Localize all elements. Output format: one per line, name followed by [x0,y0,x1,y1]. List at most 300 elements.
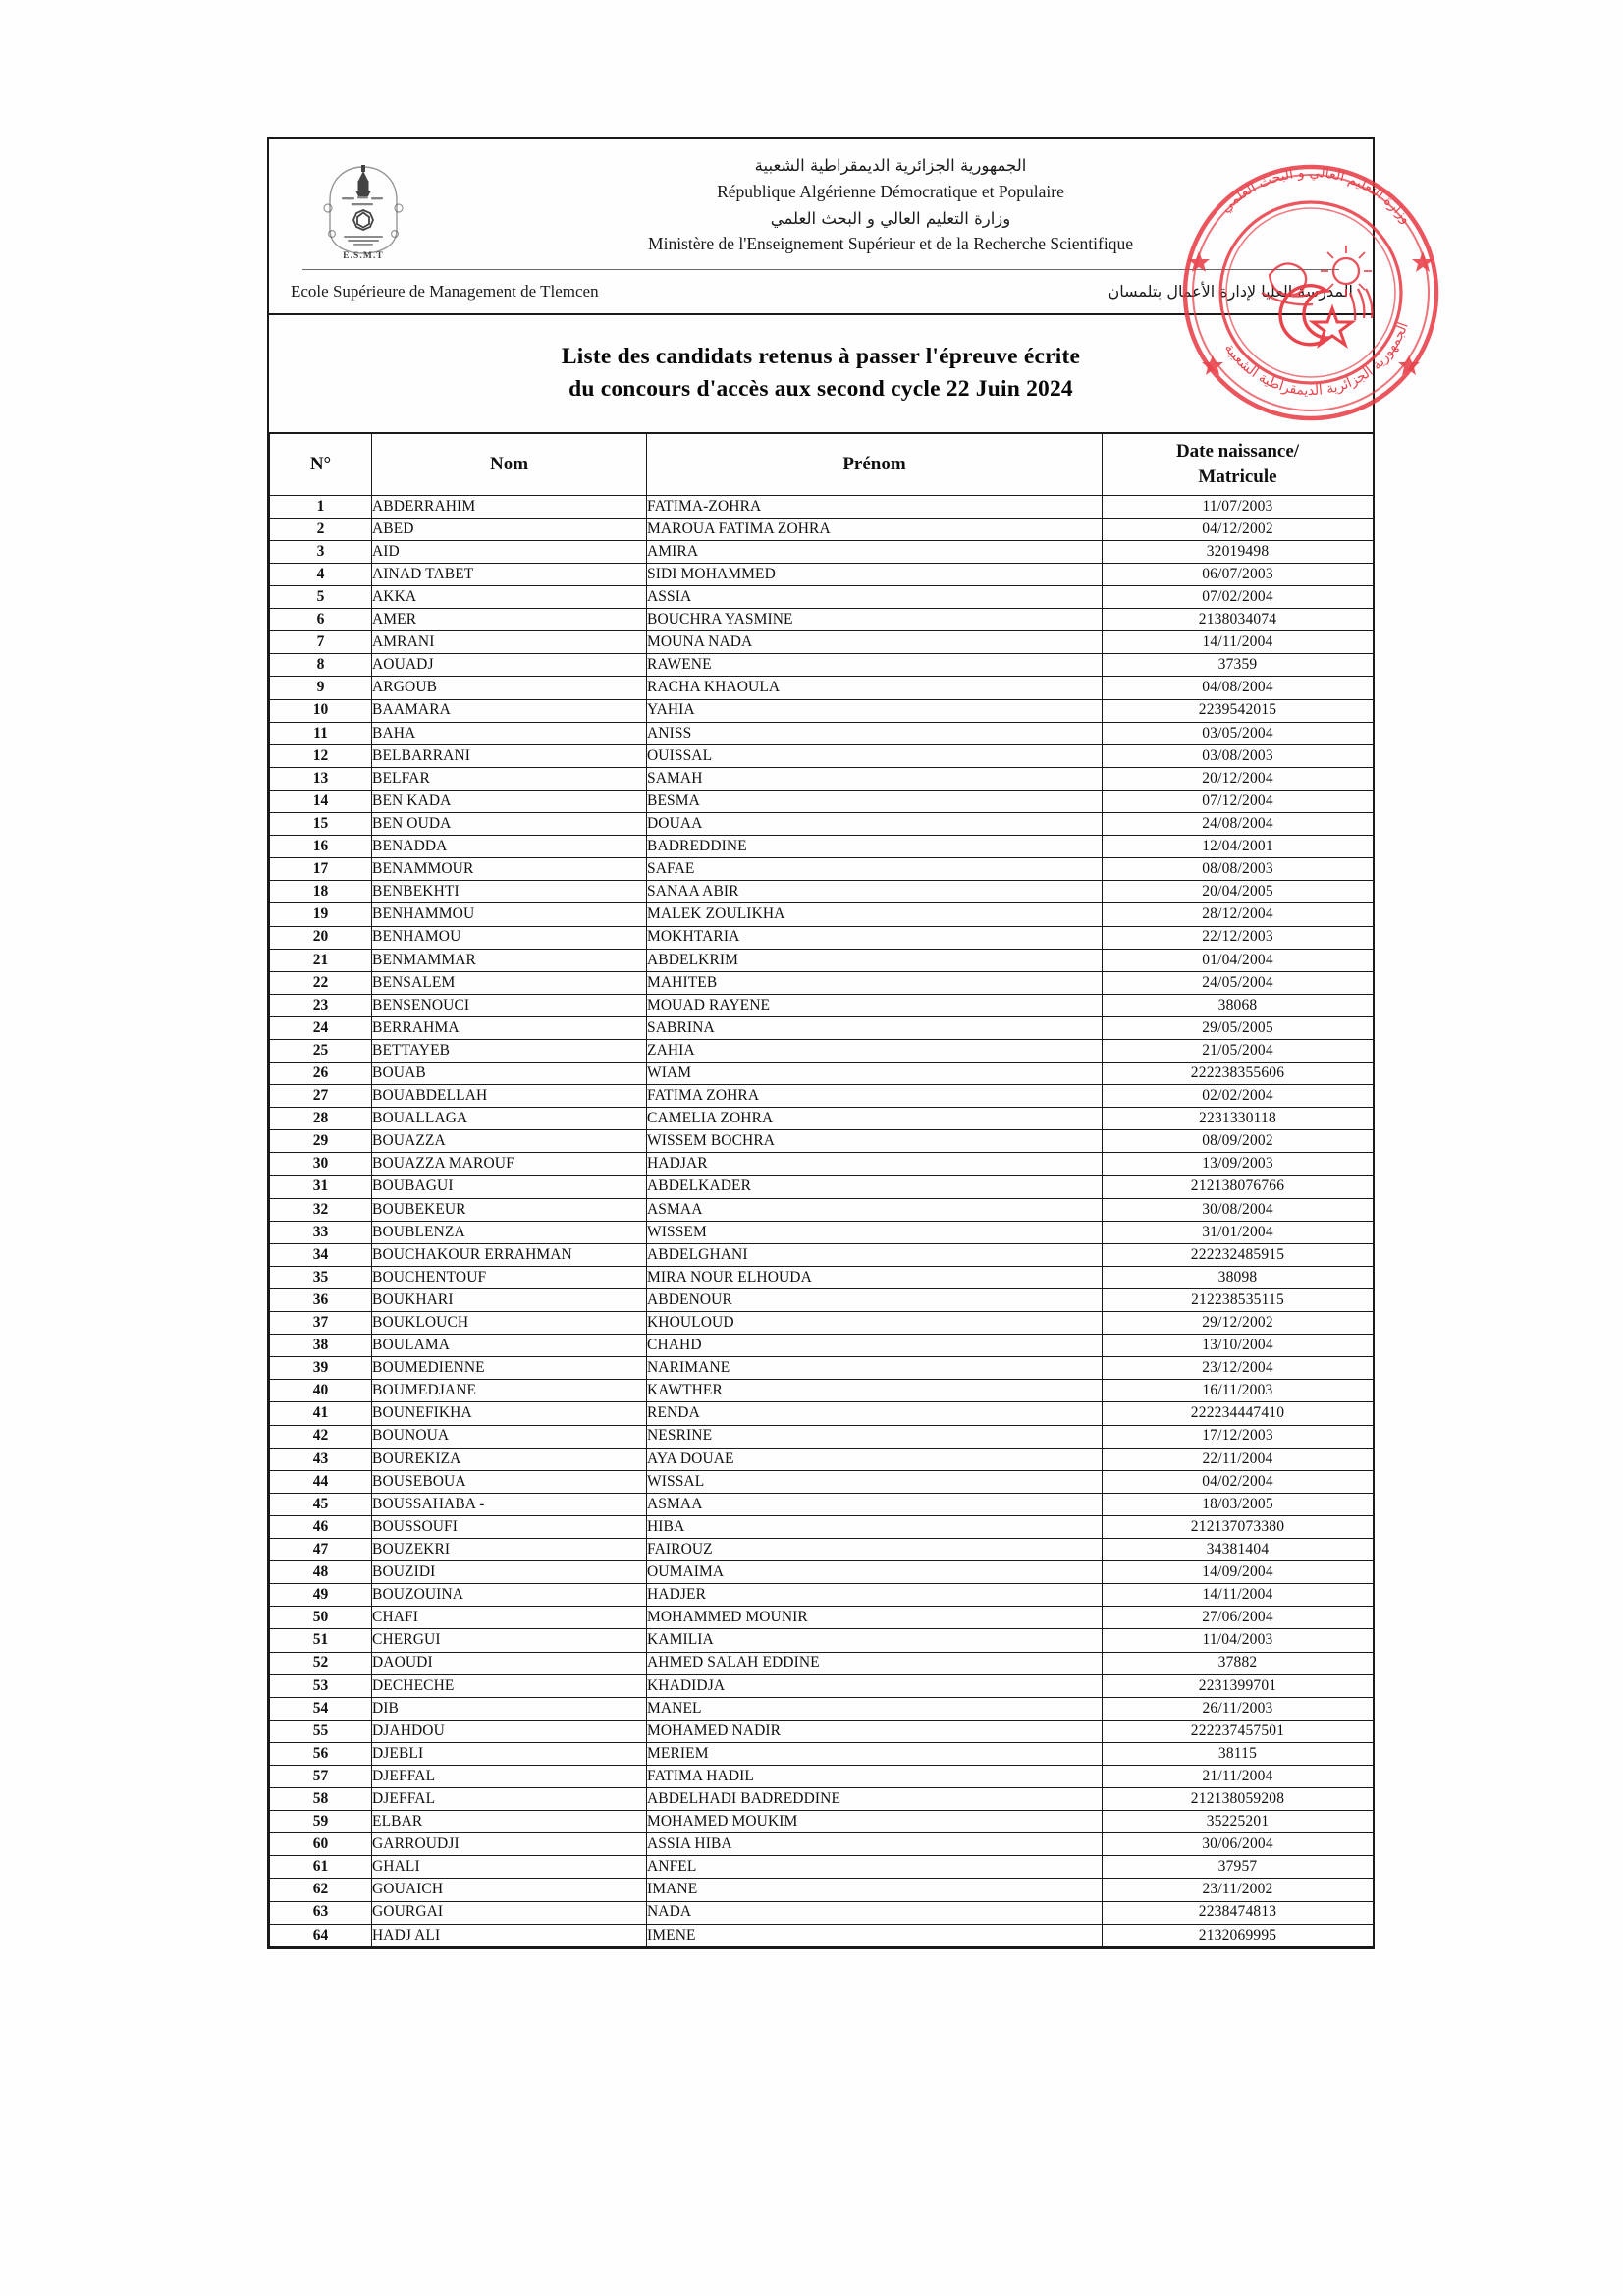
column-header-prenom: Prénom [647,433,1103,496]
cell-nom: GARROUDJI [372,1833,647,1856]
cell-no: 37 [270,1312,372,1335]
cell-nom: BENAMMOUR [372,858,647,881]
table-row [270,1130,1374,1153]
cell-nom: BOUSSAHABA - [372,1493,647,1515]
table-row [270,1607,1374,1629]
cell-date: 18/03/2005 [1103,1493,1374,1515]
cell-no: 46 [270,1515,372,1538]
school-name-arabic: المدرسة العليا لإدارة الأعمال بتلمسان [1108,282,1353,301]
cell-prenom: MOUNA NADA [647,631,1103,654]
cell-no: 5 [270,586,372,609]
cell-prenom: WISSEM BOCHRA [647,1130,1103,1153]
cell-nom: BENADDA [372,836,647,858]
cell-nom: BOUSEBOUA [372,1470,647,1493]
cell-prenom: KAMILIA [647,1629,1103,1652]
cell-nom: BEN KADA [372,790,647,812]
cell-prenom: FATIMA HADIL [647,1765,1103,1787]
table-row [270,518,1374,540]
cell-date: 37359 [1103,654,1374,677]
cell-nom: BOUKHARI [372,1289,647,1312]
table-row [270,1312,1374,1335]
cell-nom: AMRANI [372,631,647,654]
cell-no: 7 [270,631,372,654]
cell-prenom: HIBA [647,1515,1103,1538]
cell-no: 43 [270,1448,372,1470]
cell-date: 03/05/2004 [1103,722,1374,744]
cell-nom: BOUNOUA [372,1425,647,1448]
cell-nom: DJEBLI [372,1742,647,1765]
cell-nom: BOUBAGUI [372,1175,647,1198]
cell-date: 37957 [1103,1856,1374,1879]
table-row [270,1924,1374,1946]
table-row [270,1765,1374,1787]
table-row [270,836,1374,858]
cell-nom: BOUABDELLAH [372,1085,647,1108]
cell-prenom: SIDI MOHAMMED [647,564,1103,586]
cell-prenom: ASMAA [647,1493,1103,1515]
cell-date: 212238535115 [1103,1289,1374,1312]
cell-no: 31 [270,1175,372,1198]
cell-no: 29 [270,1130,372,1153]
cell-nom: AINAD TABET [372,564,647,586]
cell-nom: BOUAZZA [372,1130,647,1153]
cell-prenom: KHADIDJA [647,1674,1103,1697]
cell-date: 24/05/2004 [1103,971,1374,994]
cell-prenom: WISSAL [647,1470,1103,1493]
table-row [270,1243,1374,1266]
cell-nom: BELBARRANI [372,744,647,767]
cell-no: 52 [270,1652,372,1674]
cell-nom: BETTAYEB [372,1039,647,1062]
cell-nom: DECHECHE [372,1674,647,1697]
institutional-header [269,139,1373,274]
arabic-republic-line: الجمهورية الجزائرية الديمقراطية الشعبية [754,156,1027,175]
cell-date: 11/07/2003 [1103,495,1374,518]
cell-no: 53 [270,1674,372,1697]
cell-date: 24/08/2004 [1103,813,1374,836]
cell-date: 2231330118 [1103,1108,1374,1130]
cell-nom: BOUMEDIENNE [372,1357,647,1380]
cell-nom: BOUZIDI [372,1561,647,1584]
cell-no: 61 [270,1856,372,1879]
cell-no: 34 [270,1243,372,1266]
cell-no: 18 [270,881,372,903]
cell-prenom: CAMELIA ZOHRA [647,1108,1103,1130]
cell-no: 2 [270,518,372,540]
table-row [270,926,1374,949]
cell-nom: BEN OUDA [372,813,647,836]
title-line-2: du concours d'accès aux second cycle 22 Juin 2024 [568,376,1073,403]
cell-no: 4 [270,564,372,586]
cell-nom: BOUZOUINA [372,1584,647,1607]
cell-date: 04/12/2002 [1103,518,1374,540]
table-row [270,790,1374,812]
cell-nom: BOULAMA [372,1335,647,1357]
table-row [270,1652,1374,1674]
esmt-logo [285,153,442,263]
cell-date: 22/12/2003 [1103,926,1374,949]
cell-date: 27/06/2004 [1103,1607,1374,1629]
cell-date: 07/12/2004 [1103,790,1374,812]
cell-prenom: OUISSAL [647,744,1103,767]
cell-date: 04/08/2004 [1103,677,1374,699]
cell-prenom: HADJER [647,1584,1103,1607]
cell-prenom: YAHIA [647,699,1103,722]
cell-prenom: ABDENOUR [647,1289,1103,1312]
cell-date: 212137073380 [1103,1515,1374,1538]
cell-no: 35 [270,1266,372,1288]
cell-prenom: KHOULOUD [647,1312,1103,1335]
cell-no: 22 [270,971,372,994]
cell-nom: BENMAMMAR [372,949,647,971]
french-republic-line: République Algérienne Démocratique et Populaire [717,181,1064,201]
table-row [270,1629,1374,1652]
cell-nom: HADJ ALI [372,1924,647,1946]
cell-no: 36 [270,1289,372,1312]
cell-nom: BOUAZZA MAROUF [372,1153,647,1175]
cell-date: 14/11/2004 [1103,1584,1374,1607]
cell-date: 21/05/2004 [1103,1039,1374,1062]
cell-date: 2238474813 [1103,1901,1374,1924]
cell-date: 222234447410 [1103,1402,1374,1425]
table-row [270,1289,1374,1312]
table-row [270,1016,1374,1039]
cell-nom: DAOUDI [372,1652,647,1674]
cell-no: 38 [270,1335,372,1357]
cell-prenom: NADA [647,1901,1103,1924]
cell-no: 32 [270,1198,372,1221]
cell-date: 2132069995 [1103,1924,1374,1946]
table-row [270,1221,1374,1243]
table-row [270,1788,1374,1811]
cell-prenom: KAWTHER [647,1380,1103,1402]
cell-nom: ABED [372,518,647,540]
cell-no: 12 [270,744,372,767]
table-row [270,903,1374,926]
table-row [270,1515,1374,1538]
cell-date: 29/12/2002 [1103,1312,1374,1335]
cell-no: 28 [270,1108,372,1130]
cell-no: 33 [270,1221,372,1243]
cell-prenom: HADJAR [647,1153,1103,1175]
table-row [270,1198,1374,1221]
cell-no: 3 [270,540,372,563]
cell-no: 39 [270,1357,372,1380]
cell-date: 30/08/2004 [1103,1198,1374,1221]
cell-prenom: MAROUA FATIMA ZOHRA [647,518,1103,540]
cell-date: 38098 [1103,1266,1374,1288]
cell-date: 34381404 [1103,1539,1374,1561]
table-row [270,1175,1374,1198]
cell-nom: BOUCHENTOUF [372,1266,647,1288]
table-row [270,586,1374,609]
cell-prenom: SABRINA [647,1016,1103,1039]
cell-date: 2231399701 [1103,1674,1374,1697]
column-header-date-line1: Date naissance/ [1175,441,1300,463]
table-row [270,1811,1374,1833]
cell-no: 10 [270,699,372,722]
cell-no: 47 [270,1539,372,1561]
school-name-row [269,274,1373,313]
cell-date: 32019498 [1103,540,1374,563]
cell-nom: GOUAICH [372,1879,647,1901]
table-row [270,949,1374,971]
cell-nom: ABDERRAHIM [372,495,647,518]
cell-no: 51 [270,1629,372,1652]
cell-date: 35225201 [1103,1811,1374,1833]
cell-no: 25 [270,1039,372,1062]
school-name-french: Ecole Supérieure de Management de Tlemcen [291,282,599,301]
cell-prenom: BADREDDINE [647,836,1103,858]
cell-prenom: BOUCHRA YASMINE [647,609,1103,631]
cell-nom: BOUNEFIKHA [372,1402,647,1425]
column-header-no: N° [270,433,372,496]
cell-date: 13/09/2003 [1103,1153,1374,1175]
cell-date: 03/08/2003 [1103,744,1374,767]
table-row [270,1039,1374,1062]
column-header-date-line2: Matricule [1198,465,1277,487]
cell-date: 29/05/2005 [1103,1016,1374,1039]
cell-prenom: WIAM [647,1063,1103,1085]
table-row [270,1425,1374,1448]
cell-no: 63 [270,1901,372,1924]
cell-date: 16/11/2003 [1103,1380,1374,1402]
cell-prenom: RENDA [647,1402,1103,1425]
cell-nom: BOUSSOUFI [372,1515,647,1538]
cell-prenom: RAWENE [647,654,1103,677]
cell-no: 57 [270,1765,372,1787]
cell-no: 44 [270,1470,372,1493]
cell-date: 38068 [1103,994,1374,1016]
cell-date: 14/09/2004 [1103,1561,1374,1584]
cell-date: 2239542015 [1103,699,1374,722]
cell-no: 26 [270,1063,372,1085]
table-row [270,631,1374,654]
cell-prenom: ASSIA [647,586,1103,609]
table-row [270,1402,1374,1425]
cell-no: 41 [270,1402,372,1425]
cell-date: 23/12/2004 [1103,1357,1374,1380]
table-row [270,767,1374,790]
arabic-ministry-line: وزارة التعليم العالي و البحث العلمي [770,208,1011,228]
cell-prenom: MOHAMED NADIR [647,1720,1103,1742]
cell-nom: BERRAHMA [372,1016,647,1039]
cell-nom: DJEFFAL [372,1765,647,1787]
cell-nom: BOUMEDJANE [372,1380,647,1402]
cell-date: 04/02/2004 [1103,1470,1374,1493]
cell-nom: BENSALEM [372,971,647,994]
cell-no: 14 [270,790,372,812]
cell-prenom: IMENE [647,1924,1103,1946]
cell-nom: DJAHDOU [372,1720,647,1742]
header-divider [302,269,1339,270]
cell-prenom: SANAA ABIR [647,881,1103,903]
cell-date: 17/12/2003 [1103,1425,1374,1448]
cell-no: 50 [270,1607,372,1629]
cell-no: 6 [270,609,372,631]
cell-no: 54 [270,1697,372,1720]
table-body [270,495,1374,1946]
cell-prenom: ANFEL [647,1856,1103,1879]
table-row [270,1674,1374,1697]
cell-prenom: AYA DOUAE [647,1448,1103,1470]
cell-no: 60 [270,1833,372,1856]
cell-date: 23/11/2002 [1103,1879,1374,1901]
cell-no: 19 [270,903,372,926]
cell-prenom: OUMAIMA [647,1561,1103,1584]
cell-date: 212138059208 [1103,1788,1374,1811]
cell-no: 24 [270,1016,372,1039]
cell-prenom: ZAHIA [647,1039,1103,1062]
cell-date: 2138034074 [1103,609,1374,631]
table-row [270,1380,1374,1402]
cell-no: 30 [270,1153,372,1175]
cell-prenom: FAIROUZ [647,1539,1103,1561]
cell-no: 56 [270,1742,372,1765]
cell-date: 11/04/2003 [1103,1629,1374,1652]
table-row [270,744,1374,767]
cell-prenom: ASMAA [647,1198,1103,1221]
table-row [270,540,1374,563]
table-row [270,1697,1374,1720]
cell-no: 42 [270,1425,372,1448]
column-header-date-matricule [1103,433,1374,496]
cell-date: 01/04/2004 [1103,949,1374,971]
table-row [270,1742,1374,1765]
cell-date: 20/12/2004 [1103,767,1374,790]
cell-nom: ARGOUB [372,677,647,699]
cell-nom: DIB [372,1697,647,1720]
cell-nom: BENBEKHTI [372,881,647,903]
table-row [270,858,1374,881]
document-title [269,313,1373,432]
stamp-inner-text-path: الجمهورية الجزائرية الديمقراطية الشعبية [1220,320,1412,400]
table-row [270,1493,1374,1515]
table-row [270,654,1374,677]
cell-no: 59 [270,1811,372,1833]
table-row [270,1108,1374,1130]
cell-nom: ELBAR [372,1811,647,1833]
cell-nom: BELFAR [372,767,647,790]
cell-nom: BENHAMMOU [372,903,647,926]
cell-date: 06/07/2003 [1103,564,1374,586]
cell-date: 222238355606 [1103,1063,1374,1085]
cell-prenom: ABDELKRIM [647,949,1103,971]
table-row [270,994,1374,1016]
table-header [270,433,1374,496]
cell-prenom: MERIEM [647,1742,1103,1765]
cell-nom: BOUAB [372,1063,647,1085]
cell-date: 30/06/2004 [1103,1833,1374,1856]
table-row [270,1085,1374,1108]
cell-no: 55 [270,1720,372,1742]
cell-prenom: CHAHD [647,1335,1103,1357]
cell-no: 27 [270,1085,372,1108]
cell-no: 48 [270,1561,372,1584]
cell-prenom: BESMA [647,790,1103,812]
cell-prenom: MOUAD RAYENE [647,994,1103,1016]
cell-prenom: RACHA KHAOULA [647,677,1103,699]
cell-nom: DJEFFAL [372,1788,647,1811]
cell-date: 28/12/2004 [1103,903,1374,926]
table-row [270,677,1374,699]
cell-prenom: IMANE [647,1879,1103,1901]
cell-no: 23 [270,994,372,1016]
cell-nom: BOUZEKRI [372,1539,647,1561]
cell-prenom: AHMED SALAH EDDINE [647,1652,1103,1674]
cell-nom: AKKA [372,586,647,609]
cell-nom: GHALI [372,1856,647,1879]
cell-prenom: MANEL [647,1697,1103,1720]
cell-nom: AID [372,540,647,563]
table-row [270,1357,1374,1380]
cell-no: 8 [270,654,372,677]
cell-prenom: FATIMA-ZOHRA [647,495,1103,518]
cell-date: 38115 [1103,1742,1374,1765]
table-row [270,1153,1374,1175]
cell-date: 222232485915 [1103,1243,1374,1266]
title-line-1: Liste des candidats retenus à passer l'épreuve écrite [561,344,1081,369]
cell-date: 14/11/2004 [1103,631,1374,654]
table-row [270,1879,1374,1901]
cell-no: 11 [270,722,372,744]
table-row [270,1901,1374,1924]
cell-prenom: NESRINE [647,1425,1103,1448]
cell-no: 40 [270,1380,372,1402]
svg-text:E.S.M.T: E.S.M.T [343,251,384,261]
cell-nom: GOURGAI [372,1901,647,1924]
cell-prenom: AMIRA [647,540,1103,563]
cell-prenom: MOKHTARIA [647,926,1103,949]
table-row [270,609,1374,631]
cell-nom: BOUBLENZA [372,1221,647,1243]
cell-nom: BOUKLOUCH [372,1312,647,1335]
cell-date: 12/04/2001 [1103,836,1374,858]
cell-date: 21/11/2004 [1103,1765,1374,1787]
table-row [270,1335,1374,1357]
cell-nom: CHAFI [372,1607,647,1629]
table-row [270,971,1374,994]
cell-date: 222237457501 [1103,1720,1374,1742]
cell-date: 26/11/2003 [1103,1697,1374,1720]
cell-date: 31/01/2004 [1103,1221,1374,1243]
cell-no: 16 [270,836,372,858]
table-row [270,1720,1374,1742]
cell-prenom: FATIMA ZOHRA [647,1085,1103,1108]
cell-no: 49 [270,1584,372,1607]
cell-no: 9 [270,677,372,699]
cell-prenom: SAMAH [647,767,1103,790]
cell-date: 07/02/2004 [1103,586,1374,609]
table-row [270,1561,1374,1584]
table-row [270,1063,1374,1085]
cell-prenom: MAHITEB [647,971,1103,994]
table-row [270,1448,1374,1470]
cell-nom: BOUALLAGA [372,1108,647,1130]
cell-no: 62 [270,1879,372,1901]
cell-prenom: SAFAE [647,858,1103,881]
table-row [270,699,1374,722]
cell-no: 58 [270,1788,372,1811]
cell-no: 20 [270,926,372,949]
table-row [270,1266,1374,1288]
cell-prenom: MOHAMED MOUKIM [647,1811,1103,1833]
table-row [270,1584,1374,1607]
cell-nom: CHERGUI [372,1629,647,1652]
table-row [270,1856,1374,1879]
table-row [270,1833,1374,1856]
table-row [270,881,1374,903]
